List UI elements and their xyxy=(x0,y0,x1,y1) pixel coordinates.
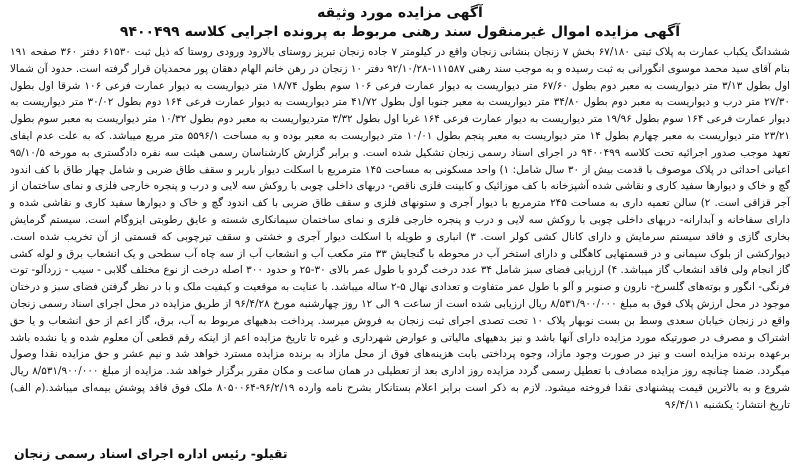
notice-subtitle: آگهی مزایده اموال غیرمنقول سند رهنی مربوط به پرونده اجرایی کلاسه ۹۴۰۰۴۹۹ xyxy=(119,24,681,40)
notice-body: ششدانگ یکباب عمارت به پلاک ثبتی ۶۷/۱۸۰ بخش ۷ زنجان بنشانی زنجان واقع در کیلومتر ۷ جاده زنجان تبریز روستای بالارود ورودی روستا که ذیل ثبت ۶۱۵۳۰ دفتر ۳۶۰ صفحه ۱۹۱ بنام آقای سید محمد موسوی انگورانی به ثبت رسیده و به موجب سند رهنی ۱۱۱۵۸۷-۹۲/۱۰/۲۸ دفتر ۱۰ زنجان در رهن خانم الهام دهقان پور محمدیان قرار گرفته است. حدود آن شمالا اول بطول ۳/۱۳ متر دیواریست به معبر دوم بطول ۶۷/۶۰ متر دیواریست به دیوار عمارت فرعی ۱۰۶ سوم بطول ۱۸/۷۴ متر دیواریست به دیوار عمارت فرعی ۱۰۶ شرقا اول بطول ۲۷/۳۰ متر درب و دیواریست به معبر دوم بطول ۳۴/۸۰ متر دیواریست به معبر جنوبا اول بطول ۴۱/۷۲ متر دیواریست به دیوار عمارت فرعی ۱۶۴ دوم بطول ۳۰/۰۲ متر دیواریست به دیوار عمارت فرعی ۱۶۴ سوم بطول ۱۹/۹۶ متر دیواریست به دیوار عمارت فرعی ۱۶۴ غربا اول بطول ۳/۳۲ متردیواریست به معبر دوم بطول ۱۰/۳۲ متر دیواریست به معبر سوم بطول ۲۳/۲۱ متر دیواریست به معبر چهارم بطول ۱۴ متر دیواریست به معبر پنجم بطول ۱۰/۰۱ متر دیواریست به معبر بوده و به مساحت ۵۵۹۶/۱ متر مربع میباشد. که به علت عدم ایفای تعهد موجب صدور اجرائیه تحت کلاسه ۹۴۰۰۴۹۹ در اجرای اسناد رسمی زنجان تشکیل شده است. و برابر گزارش کارشناسان رسمی هیئت سه نفره دادگستری به مورخه ۹۵/۱۰/۵ اعیانی احداثی در پلاک موصوف با قدمت بیش از ۳۰ سال شامل: ۱) واحد مسکونی به مساحت ۱۴۵ مترمربع با اسکلت دیوار باربر و سقف طاق ضربی و شامل چهار طاق با کف اندود گچ و خاک و دیوارها سفید کاری و نقاشی شده آشپزخانه با کف موزائیک و کابینت فلزی ناقص- دربهای داخلی چوبی با روکش سه لایی و درب و پنجره خارجی فلزی و نمای ساختمان از آجر قزاقی است. ۲) سالن تعمیه داری به مساحت ۲۴۵ مترمربع با دیوار آجری و ستونهای فلزی و سقف طاق ضربی با کف اندود گچ و خاک و دیوارها سفید کاری و نقاشی شده و دارای سفاخانه و آبدارانه- دربهای داخلی چوبی با روکش سه لایی و درب و پنجره خارجی فلزی و نمای ساختمان سیمانکاری شسته و عایق رطوبتی ایزوگام است. سیستم گرمایش بخاری گازی و فاقد سیستم سرمایش و دارای کانال کشی کولر است. ۳) انباری و طویله با اسکلت دیوار آجری و خشتی و سقف تیرچوبی که قسمتی از آن تخریب شده است. دیوارکشی از بلوک سیمانی و در قسمتهایی کاهگلی و دارای استخر آب در محوطه با گنجایش ۳۳ متر مکعب آب و انشعاب آب از سه چاه آب سطحی و یک انشعاب برق و لوله کشی گاز انجام ولی فاقد انشعاب گاز میباشد. ۴) ارزیابی فضای سبز شامل ۳۴ عدد درخت گردو با طول عمر بالای ۳۰-۲۵ و حدود ۳۰۰ اصله درخت از نوع مختلف گلابی - سیب - زردآلو- توت فرنگی- انگور و بوته‌های گلسرخ- نارون و صنوبر و آلو با طول عمر متفاوت و تعدادی نهال ۵-۲ ساله میباشد. با عنایت به موقعیت و کیفیت ملک و با در نظر گرفتن فضای سبز و درختان موجود در محل ارزش پلاک فوق به مبلغ ۸/۵۳۱/۹۰۰/۰۰۰ ریال ارزیابی شده است از ساعت ۹ الی ۱۲ روز چهارشنبه مورخ ۹۶/۴/۲۸ از طریق مزایده در محل اجرای اسناد رسمی زنجان واقع در زنجان خیابان سعدی وسط بن بست نوبهار پلاک ۱۰ تحت تصدی اجرای ثبت زنجان به فروش میرسد. پرداخت بدهیهای مربوط به آب، برق، گاز اعم از حق انشعاب و یا حق اشتراک و مصرف در صورتیکه مورد مزایده دارای آنها باشد و نیز بدهیهای مالیاتی و عوارض شهرداری و غیره تا تاریخ مزایده اعم از اینکه رقم قطعی آن معلوم شده و یا نشده باشد برعهده برنده مزایده است و نیز در صورت وجود مازاد، وجوه پرداختی بابت هزینه‌های فوق از محل مازاد به برنده مزایده مسترد خواهد شد و نیم عشر و حق مزایده نقدا وصول میگردد. ضمنا چنانچه روز مزایده مصادف با تعطیل رسمی گردد مزایده روز اداری بعد از تعطیلی در همان ساعت و مکان مقرر برگزار خواهد شد. مزایده از مبلغ ۸/۵۳۱/۹۰۰/۰۰۰ ریال شروع و به بالاترین قیمت پیشنهادی نقدا فروخته میشود. لازم به ذکر است برابر اعلام بستانکار بشرح نامه وارده ۹۶/۲/۱۹-۸۰۵۰۰۶۴ ملک فوق فاقد پوشش بیمه‌ای میباشد.(م الف) تاریخ انتشار: یکشنبه ۹۶/۴/۱۱ xyxy=(10,46,791,411)
notice-title: آگهی مزایده مورد وثیقه xyxy=(317,5,483,21)
signature: تقیلو- رئیس اداره اجرای اسناد رسمی زنجان xyxy=(14,446,288,461)
